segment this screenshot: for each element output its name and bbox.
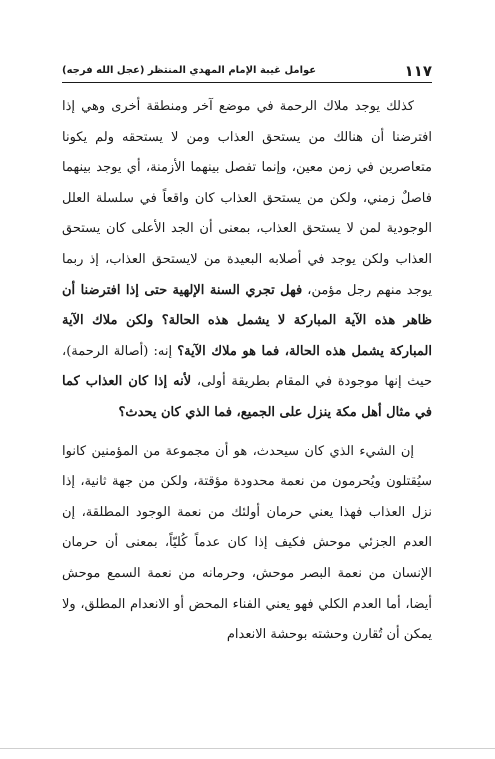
header-divider xyxy=(62,82,432,83)
paragraph-1-question-1: فهل تجري السنة الإلهية حتى إذا افترضنا أن ظاهر هذه الآية المباركة لا يشمل هذه الحالة؟ ولكن ملاك الآية المباركة يشمل هذه الحالة، فما هو ملاك الآية؟ xyxy=(62,282,433,359)
footer-divider xyxy=(0,748,495,749)
paragraph-1 xyxy=(62,92,432,429)
page-header xyxy=(62,60,432,82)
body-text xyxy=(62,92,432,651)
paragraph-1-intro: كذلك يوجد ملاك الرحمة في موضع آخر ومنطقة أخرى وهي إذا افترضنا أن هنالك من يستحق العذاب ومن لا يستحقه ولم يكونا متعاصرين في زمن معين، وإنما تفصل بينهما الأزمنة، أي يوجد بينهما فاصلٌ زمني، ولكن من يستحق العذاب كان واقعاً في سلسلة العلل الوجودية لمن لا يستحق العذاب، بمعنى أن الجد الأعلى كان يستحق العذاب ولكن يوجد في أصلابه البعيدة من لايستحق العذاب، إذ ربما يوجد منهم رجل مؤمن، xyxy=(62,99,432,298)
paragraph-2: إن الشيء الذي كان سيحدث، هو أن مجموعة من المؤمنين كانوا سيُقتلون ويُحرمون من نعمة محدودة مؤقتة، ولكن من جهة ثانية، إذا نزل العذاب فهذا يعني حرمان أولئك من نعمة الوجود المطلقة، إن العدم الجزئي موحش فكيف إذا كان عدماً كُليّاً، بمعنى أن حرمان الإنسان من نعمة البصر موحش، وحرمانه من نعمة السمع موحش أيضا، أما العدم الكلي فهو يعني الفناء المحض أو الانعدام المطلق، ولا يمكن أن تُقارن وحشته بوحشة الانعدام xyxy=(62,443,432,643)
page-number: ١١٧ xyxy=(404,62,432,80)
paragraph-1-question-2: لأنه إذا كان العذاب كما في مثال أهل مكة ينزل على الجميع، فما الذي كان يحدث؟ xyxy=(62,374,432,420)
paragraph-1-middle: إنه: (أصالة الرحمة)، حيث إنها موجودة في المقام بطريقة أولى، xyxy=(62,343,433,390)
running-title: عوامل غيبة الإمام المهدي المنتظر (عجل الله فرجه) xyxy=(62,65,317,76)
